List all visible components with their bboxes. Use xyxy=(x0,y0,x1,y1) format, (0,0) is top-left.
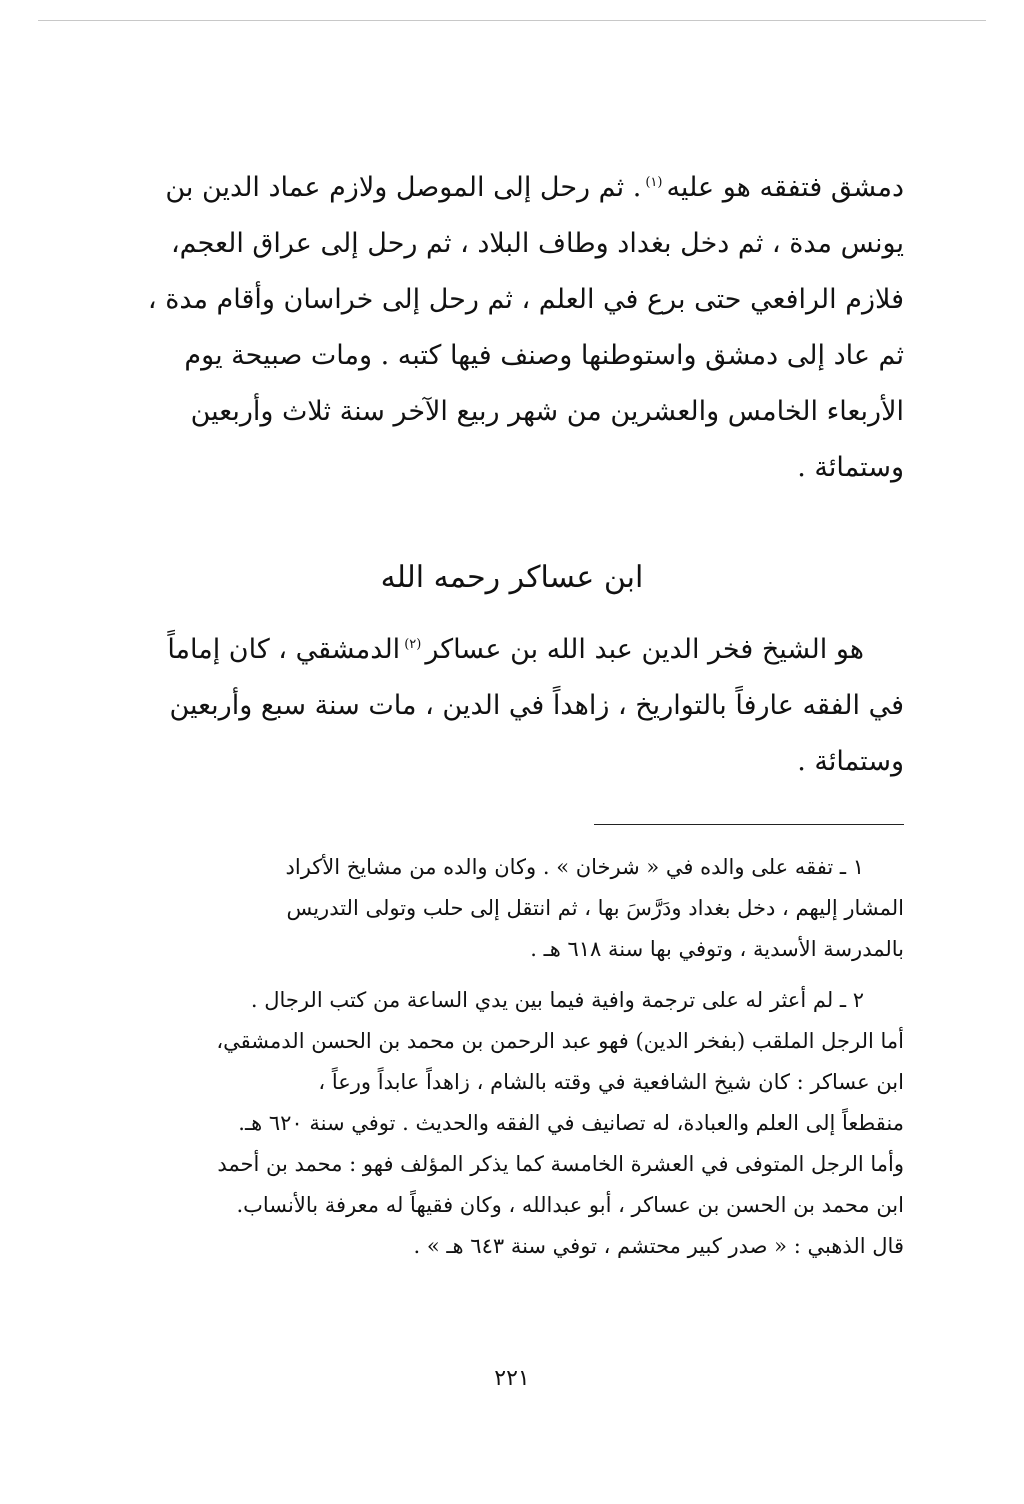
page-body xyxy=(120,160,904,1277)
text-line: وستمائة . xyxy=(797,452,904,483)
text-segment: دمشق فتفقه هو عليه xyxy=(666,172,904,203)
text-line xyxy=(120,622,904,678)
text-line: فلازم الرافعي حتى برع في العلم ، ثم رحل إلى خراسان وأقام مدة ، xyxy=(147,284,904,315)
footnote-line: أما الرجل الملقب (بفخر الدين) فهو عبد الرحمن بن محمد بن الحسن الدمشقي، xyxy=(216,1029,904,1053)
biography-paragraph xyxy=(120,622,904,790)
text-line: الأربعاء الخامس والعشرين من شهر ربيع الآخر سنة ثلاث وأربعين xyxy=(190,396,904,427)
text-line: في الفقه عارفاً بالتواريخ ، زاهداً في الدين ، مات سنة سبع وأربعين xyxy=(169,690,904,721)
footnote-line: ابن عساكر : كان شيخ الشافعية في وقته بالشام ، زاهداً عابداً ورعاً ، xyxy=(318,1070,904,1094)
text-line xyxy=(120,160,904,216)
footnote-1 xyxy=(120,847,904,970)
text-line: يونس مدة ، ثم دخل بغداد وطاف البلاد ، ثم رحل إلى عراق العجم، xyxy=(170,228,904,259)
footnote-2 xyxy=(120,980,904,1267)
main-paragraph xyxy=(120,160,904,496)
text-segment: هو الشيخ فخر الدين عبد الله بن عساكر xyxy=(425,634,864,665)
footnote-line: منقطعاً إلى العلم والعبادة، له تصانيف في الفقه والحديث . توفي سنة ٦٢٠ هـ. xyxy=(238,1111,904,1135)
footnote-line: قال الذهبي : « صدر كبير محتشم ، توفي سنة ٦٤٣ هـ » . xyxy=(413,1234,904,1258)
text-segment: الدمشقي ، كان إماماً xyxy=(167,634,401,665)
footnotes-section xyxy=(120,847,904,1267)
footnote-line: وأما الرجل المتوفى في العشرة الخامسة كما يذكر المؤلف فهو : محمد بن أحمد xyxy=(217,1152,904,1176)
footnote-line: ابن محمد بن الحسن بن عساكر ، أبو عبدالله ، وكان فقيهاً له معرفة بالأنساب. xyxy=(236,1193,904,1217)
text-line: ثم عاد إلى دمشق واستوطنها وصنف فيها كتبه . ومات صبيحة يوم xyxy=(184,340,904,371)
footnote-line: ١ ـ تفقه على والده في « شرخان » . وكان والده من مشايخ الأكراد xyxy=(285,855,864,879)
footnote-line: ٢ ـ لم أعثر له على ترجمة وافية فيما بين يدي الساعة من كتب الرجال . xyxy=(250,988,864,1012)
footnote-line: بالمدرسة الأسدية ، وتوفي بها سنة ٦١٨ هـ . xyxy=(530,937,904,961)
footnote-divider xyxy=(594,824,904,825)
footnote-ref-1[interactable]: (١) xyxy=(645,175,663,190)
section-title: ابن عساكر رحمه الله xyxy=(380,560,644,595)
text-segment: . ثم رحل إلى الموصل ولازم عماد الدين بن xyxy=(165,172,642,203)
text-line: وستمائة . xyxy=(797,746,904,777)
page-number: ٢٢١ xyxy=(494,1366,530,1391)
top-rule xyxy=(38,20,986,21)
footnote-ref-2[interactable]: (٢) xyxy=(404,637,422,652)
footnote-line: المشار إليهم ، دخل بغداد ودَرَّسَ بها ، ثم انتقل إلى حلب وتولى التدريس xyxy=(286,896,904,920)
